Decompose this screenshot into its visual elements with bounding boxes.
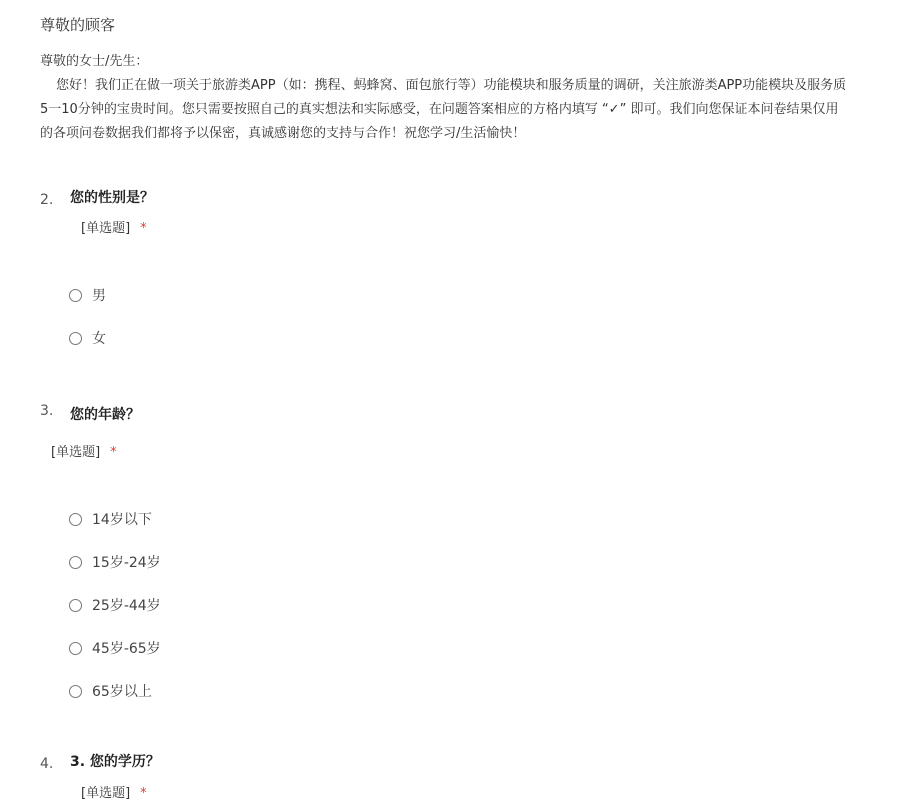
option-gender-female[interactable]: [69, 329, 106, 347]
option-label: 45岁-65岁: [92, 641, 161, 657]
radio-button[interactable]: [69, 685, 82, 698]
option-gender-male[interactable]: [69, 286, 106, 304]
option-label: 15岁-24岁: [92, 555, 161, 571]
radio-button[interactable]: [69, 332, 82, 345]
question-number: 2.: [40, 192, 54, 208]
question-number: 4.: [40, 756, 54, 772]
option-label: 男: [92, 288, 106, 304]
question-title-education: 3. 您的学历？: [70, 754, 160, 770]
required-mark: *: [140, 786, 147, 800]
intro-line-2: 5一10分钟的宝贵时间。您只需要按照自己的真实想法和实际感受，在问题答案相应的方格内填写 “✓” 即可。我们向您保证本问卷结果仅用: [40, 102, 839, 117]
intro-line-1: 您好！我们正在做一项关于旅游类APP（如：携程、蚂蜂窝、面包旅行等）功能模块和服务质量的调研，关注旅游类APP功能模块及服务质: [56, 78, 847, 93]
option-label: 25岁-44岁: [92, 598, 161, 614]
survey-title: 尊敬的顾客: [40, 16, 116, 34]
required-mark: *: [110, 445, 117, 460]
option-age-45-65[interactable]: [69, 639, 161, 657]
radio-button[interactable]: [69, 289, 82, 302]
option-age-under-14[interactable]: [69, 510, 152, 528]
question-type-label: [51, 441, 117, 460]
option-age-15-24[interactable]: [69, 553, 161, 571]
option-label: 14岁以下: [92, 512, 152, 528]
question-title-gender: 您的性别是？: [70, 190, 154, 206]
question-type: [单选题]: [51, 445, 101, 460]
question-type-label: [81, 217, 147, 236]
radio-button[interactable]: [69, 599, 82, 612]
question-type-label: [81, 782, 147, 800]
intro-line-3: 的各项问卷数据我们都将予以保密，真诚感谢您的支持与合作！祝您学习/生活愉快！: [40, 126, 526, 141]
question-number: 3.: [40, 403, 54, 419]
radio-button[interactable]: [69, 556, 82, 569]
option-age-over-65[interactable]: [69, 682, 152, 700]
survey-intro: [40, 50, 900, 146]
radio-button[interactable]: [69, 513, 82, 526]
question-title-age: 您的年龄？: [70, 407, 140, 423]
option-label: 65岁以上: [92, 684, 152, 700]
option-age-25-44[interactable]: [69, 596, 161, 614]
required-mark: *: [140, 221, 147, 236]
question-type: [单选题]: [81, 221, 131, 236]
question-type: [单选题]: [81, 786, 131, 800]
intro-greeting: 尊敬的女士/先生：: [40, 54, 149, 69]
option-label: 女: [92, 331, 106, 347]
radio-button[interactable]: [69, 642, 82, 655]
